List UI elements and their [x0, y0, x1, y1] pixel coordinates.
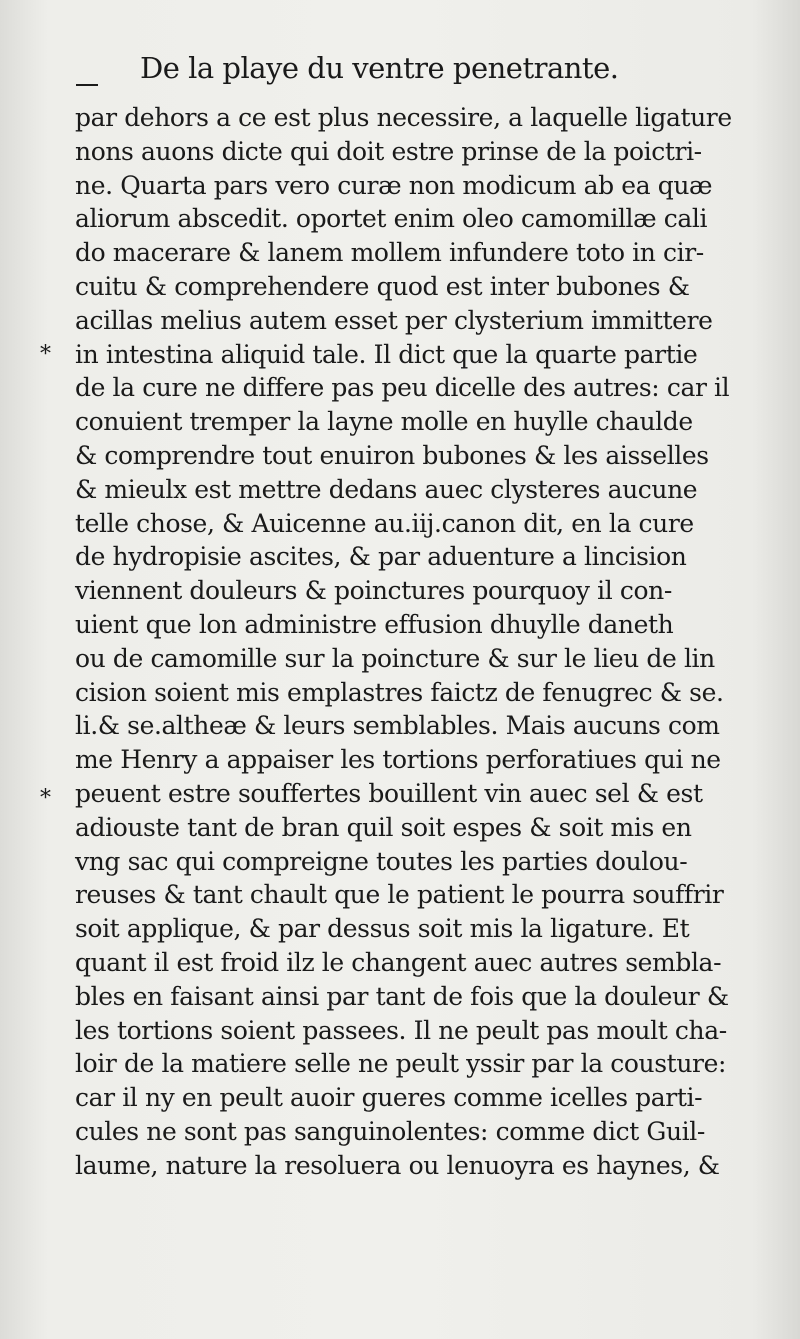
text-line: conuient tremper la layne molle en huylle chaulde	[75, 407, 693, 437]
text-line: les tortions soient passees. Il ne peult pas moult cha-	[75, 1015, 727, 1045]
header-rule-mark	[76, 84, 98, 86]
text-line: quant il est froid ilz le changent auec autres sembla-	[75, 947, 722, 977]
text-line: telle chose, & Auicenne au.iij.canon dit, en la cure	[75, 508, 694, 538]
text-line: & comprendre tout enuiron bubones & les aisselles	[75, 440, 709, 470]
text-line: peuent estre souffertes bouillent vin auec sel & est	[75, 778, 703, 808]
text-line: in intestina aliquid tale. Il dict que la quarte partie	[75, 339, 698, 369]
body-text	[75, 101, 732, 1183]
text-line: adiouste tant de bran quil soit espes & soit mis en	[75, 812, 692, 842]
text-line: nons auons dicte qui doit estre prinse de la poictri-	[75, 136, 702, 166]
text-line: do macerare & lanem mollem infundere toto in cir-	[75, 238, 704, 268]
text-line: me Henry a appaiser les tortions perforatiues qui ne	[75, 745, 721, 775]
text-line: & mieulx est mettre dedans auec clysteres aucune	[75, 474, 698, 504]
text-line: car il ny en peult auoir gueres comme icelles parti-	[75, 1083, 703, 1113]
text-line: li.& se.altheæ & leurs semblables. Mais aucuns com	[75, 711, 720, 741]
text-line: uient que lon administre effusion dhuylle daneth	[75, 609, 674, 639]
text-line: laume, nature la resoluera ou lenuoyra es haynes, &	[75, 1150, 720, 1180]
text-line: de hydropisie ascites, & par aduenture a lincision	[75, 542, 687, 572]
text-line: loir de la matiere selle ne peult yssir par la cousture:	[75, 1049, 726, 1079]
text-line: vng sac qui compreigne toutes les parties doulou-	[75, 846, 688, 876]
text-line: reuses & tant chault que le patient le pourra souffrir	[75, 880, 724, 910]
text-line: de la cure ne differe pas peu dicelle des autres: car il	[75, 373, 730, 403]
text-line: soit applique, & par dessus soit mis la ligature. Et	[75, 914, 690, 944]
margin-asterisk-2: *	[40, 786, 51, 811]
text-line: cuitu & comprehendere quod est inter bubones &	[75, 271, 690, 301]
text-line: cision soient mis emplastres faictz de fenugrec & se.	[75, 677, 724, 707]
text-line: ou de camomille sur la poincture & sur le lieu de lin	[75, 643, 715, 673]
text-line: viennent douleurs & poinctures pourquoy il con-	[75, 576, 672, 606]
text-line: ne. Quarta pars vero curæ non modicum ab ea quæ	[75, 170, 713, 200]
text-line: par dehors a ce est plus necessire, a laquelle ligature	[75, 103, 732, 132]
text-line: acillas melius autem esset per clysterium immittere	[75, 305, 713, 335]
text-line: bles en faisant ainsi par tant de fois que la douleur &	[75, 981, 729, 1011]
running-header: De la playe du ventre penetrante.	[140, 51, 619, 85]
margin-asterisk-1: *	[40, 342, 51, 367]
text-line: cules ne sont pas sanguinolentes: comme dict Guil-	[75, 1116, 705, 1146]
text-line: aliorum abscedit. oportet enim oleo camomillæ cali	[75, 204, 708, 234]
